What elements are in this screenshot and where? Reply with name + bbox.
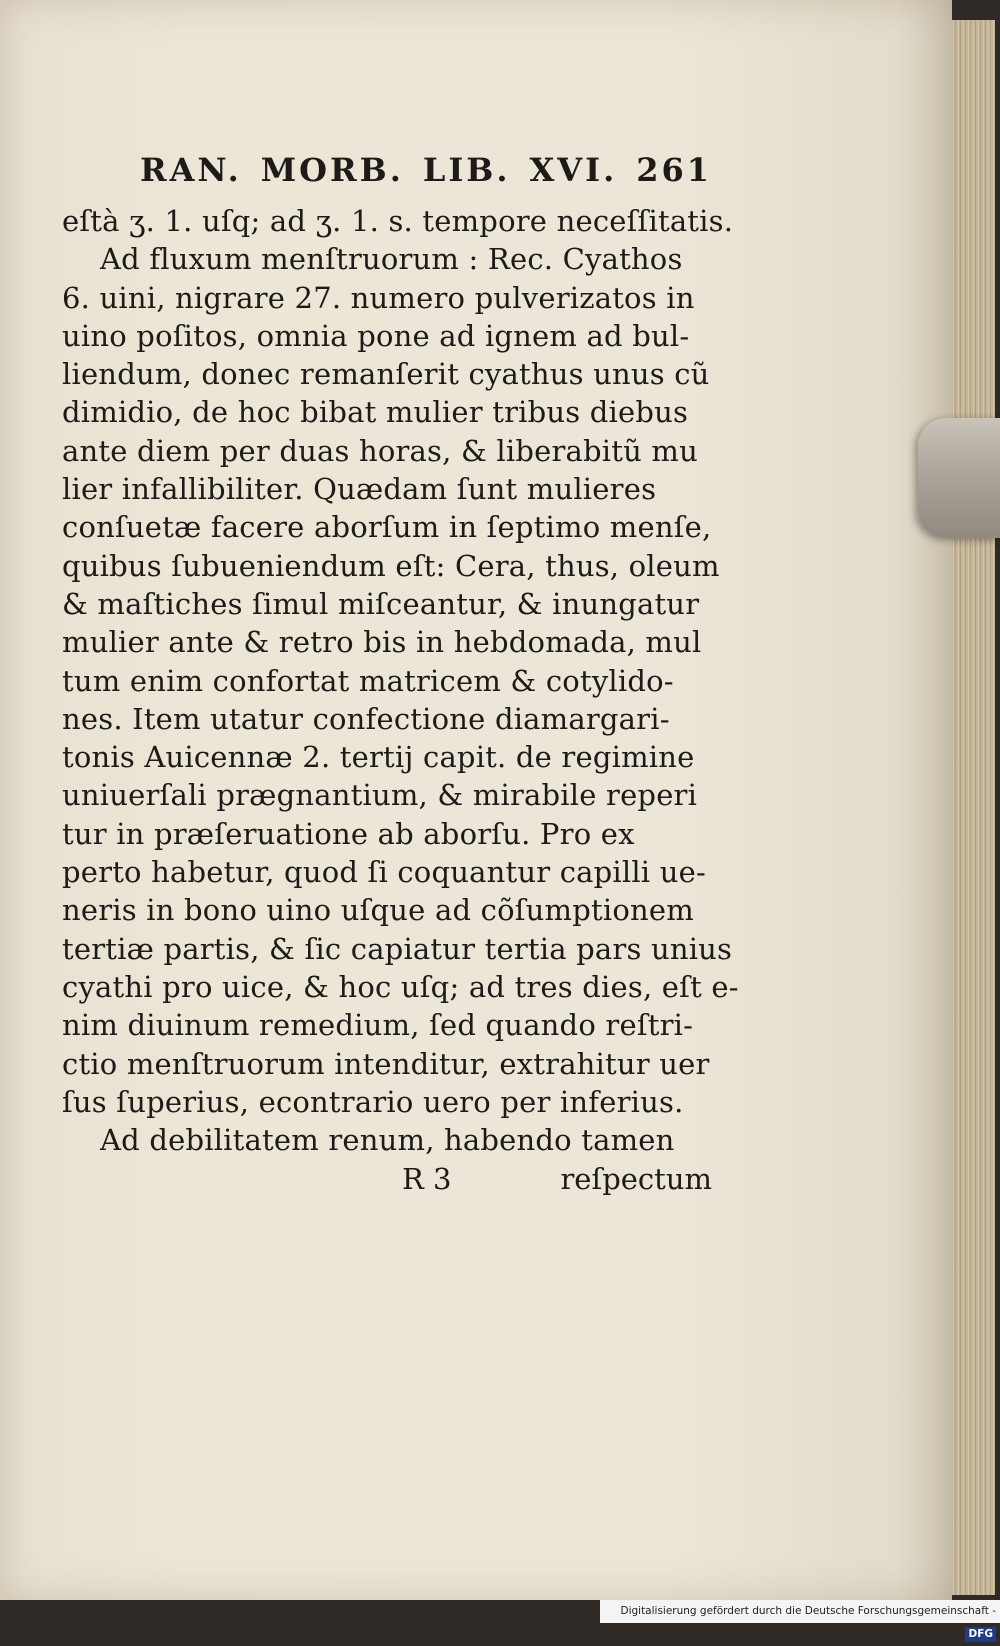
text-line: tum enim confortat matricem & cotylido-: [62, 663, 674, 698]
text-line: Ad debilitatem renum, habendo tamen: [100, 1123, 675, 1158]
text-line: cyathi pro uice, & hoc uſq; ad tres dies, eſt e-: [62, 969, 739, 1004]
text-line: uniuerſali prægnantium, & mirabile reperi: [62, 778, 698, 813]
footer-credit: Digitalisierung gefördert durch die Deutsche Forschungsgemeinschaft -: [620, 1605, 996, 1617]
text-line: conſuetæ facere aborſum in ſeptimo menſe,: [62, 510, 712, 545]
text-line: tur in præſeruatione ab aborſu. Pro ex: [62, 816, 635, 851]
text-line: quibus ſubueniendum eſt: Cera, thus, oleum: [62, 548, 720, 583]
signature-mark: R 3: [402, 1162, 452, 1197]
catchword: reſpectum: [560, 1162, 712, 1197]
text-line: mulier ante & retro bis in hebdomada, mul: [62, 625, 702, 660]
running-head-morb: MORB.: [260, 151, 404, 189]
page-number: 261: [636, 151, 712, 189]
text-line: nes. Item utatur confectione diamargari-: [62, 701, 670, 736]
text-block: [62, 150, 739, 1199]
text-line: eſtà ʒ. 1. uſq; ad ʒ. 1. s. tempore neceſſitatis.: [62, 204, 734, 238]
dfg-logo: DFG: [965, 1627, 996, 1642]
text-line: lier infallibiliter. Quædam ſunt mulieres: [62, 472, 657, 507]
text-line: & maſtiches ſimul miſceantur, & inungatur: [62, 586, 700, 621]
text-line: tertiæ partis, & ſic capiatur tertia pars unius: [62, 931, 733, 966]
text-line: Ad fluxum menſtruorum : Rec. Cyathos: [100, 242, 683, 277]
text-line: perto habetur, quod ſi coquantur capilli ue-: [62, 855, 706, 890]
text-line: liendum, donec remanſerit cyathus unus cũ: [62, 357, 710, 392]
page-clip: [918, 418, 1000, 538]
text-line: nim diuinum remedium, ſed quando reſtri-: [62, 1008, 694, 1043]
text-line: tonis Auicennæ 2. tertij capit. de regimine: [62, 740, 695, 775]
text-line: ſus ſuperius, econtrario uero per inferius.: [62, 1084, 684, 1119]
text-line: ante diem per duas horas, & liberabitũ mu: [62, 433, 698, 468]
text-line: dimidio, de hoc bibat mulier tribus diebus: [62, 395, 689, 430]
body-text: [62, 202, 739, 1159]
text-line: ctio menſtruorum intenditur, extrahitur uer: [62, 1046, 710, 1081]
running-head-lib: LIB.: [422, 151, 511, 189]
text-line: uino poſitos, omnia pone ad ignem ad bul-: [62, 318, 690, 353]
text-line: neris in bono uino uſque ad cõſumptionem: [62, 893, 694, 928]
digitization-footer: [600, 1600, 1000, 1640]
catchline: [62, 1159, 712, 1199]
running-head-left: RAN.: [140, 151, 242, 189]
running-head-book-number: XVI.: [529, 151, 618, 189]
text-line: 6. uini, nigrare 27. numero pulverizatos in: [62, 280, 695, 315]
running-head: [140, 150, 712, 190]
